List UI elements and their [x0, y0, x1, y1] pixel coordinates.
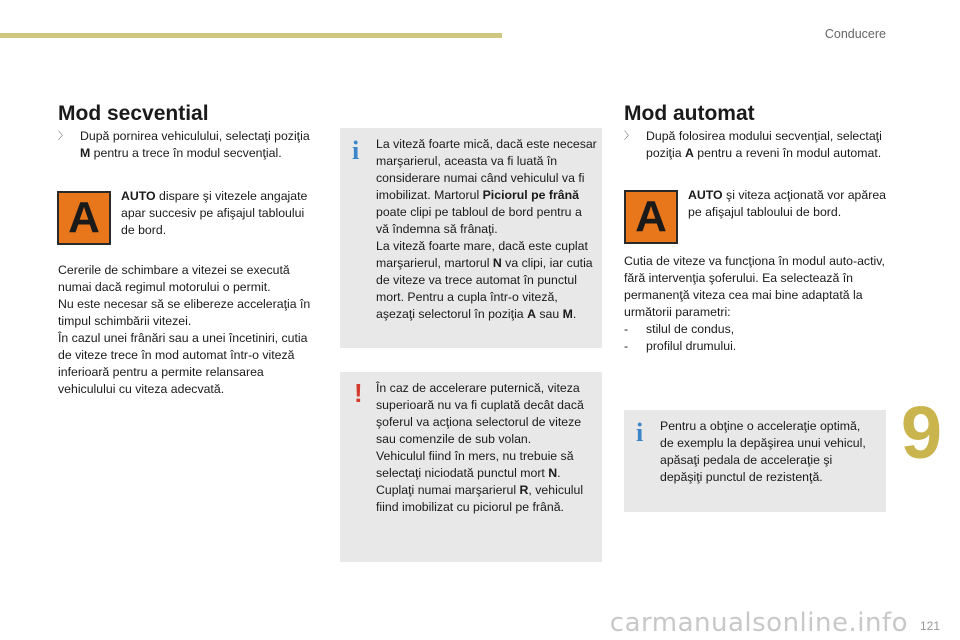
right-info-text: Pentru a obţine o acceleraţie optimă, de exemplu la depăşirea unui vehicul, apăsaţi pedala de acceleraţie şi depăşiţi punctul de rezistenţă.: [660, 419, 866, 484]
right-para-1: Cutia de viteze va funcţiona în modul auto-activ, fără intervenţia şoferului. Ea selectează în permanenţă viteza cea mai bine adaptată la următorii parametri:: [624, 254, 885, 319]
list-item: - profilul drumului.: [624, 339, 737, 353]
warning-note-box: [340, 372, 602, 562]
left-column: [58, 102, 318, 126]
info-icon: i: [636, 418, 644, 447]
left-bullet: [58, 128, 318, 162]
section-title: Conducere: [824, 27, 886, 41]
left-bullet-text: După pornirea vehiculului, selectaţi poziţia M pentru a trece în modul secvenţial.: [80, 129, 310, 160]
auto-warning-light-icon: A: [57, 191, 111, 245]
warning-note-text: În caz de accelerare puternică, viteza superioară nu va fi cuplată decât dacă şoferul va acţiona selectorul de viteze sau comenzile de sub volan. Vehiculul fiind în mers, nu trebuie să selectaţi niciodată punctul mort N. Cuplaţi numai marşarierul R, vehiculul fiind imobilizat cu piciorul pe frână.: [376, 381, 584, 514]
left-para-3: În cazul unei frânări sau a unei încetiniri, cutia de viteze trece în mod automat într-o viteză inferioară pentru a permite relansarea vehiculului cu viteza adecvată.: [58, 331, 308, 396]
right-bullet: [624, 128, 886, 162]
heading-mod-automat: Mod automat: [624, 102, 755, 125]
right-info-note-box: [624, 410, 886, 512]
left-badge-text: AUTO dispare şi vitezele angajate apar succesiv pe afişajul tabloului de bord.: [121, 189, 308, 237]
left-body: [58, 262, 320, 398]
arrow-bullet-icon: 〉: [624, 131, 634, 142]
right-badge-text: AUTO şi viteza acţionată vor apărea pe afişajul tabloului de bord.: [688, 188, 886, 219]
info-note-box: [340, 128, 602, 348]
left-para-2: Nu este necesar să se elibereze acceleraţia în timpul schimbării vitezei.: [58, 297, 311, 328]
page-number: 121: [919, 619, 940, 633]
heading-mod-secvential: Mod secvential: [58, 102, 209, 125]
right-column: [624, 102, 886, 126]
header-rule: [0, 33, 502, 38]
watermark: carmanualsonline.info: [609, 608, 908, 638]
auto-warning-light-icon: A: [624, 190, 678, 244]
left-para-1: Cererile de schimbare a vitezei se execută numai dacă regimul motorului o permit.: [58, 263, 290, 294]
right-body: [624, 253, 886, 355]
warning-icon: !: [354, 378, 363, 408]
info-icon: i: [352, 136, 360, 165]
arrow-bullet-icon: 〉: [58, 131, 68, 142]
right-bullet-text: După folosirea modului secvenţial, selectaţi poziţia A pentru a reveni în modul automat.: [646, 129, 882, 160]
info-note-text: La viteză foarte mică, dacă este necesar marşarierul, aceasta va fi luată în considerare numai când vehiculul va fi imobilizat. Martorul Piciorul pe frână poate clipi pe tabloul de bord pentru a vă îndemna să frânaţi. La viteză foarte mare, dacă este cuplat marşarierul, martorul N va clipi, iar cutia de viteze va trece automat în punctul mort. Pentru a cupla într-o viteză, aşezaţi selectorul în poziţia A sau M.: [376, 137, 597, 321]
chapter-number: 9: [900, 391, 942, 474]
list-item: - stilul de condus,: [624, 322, 735, 336]
